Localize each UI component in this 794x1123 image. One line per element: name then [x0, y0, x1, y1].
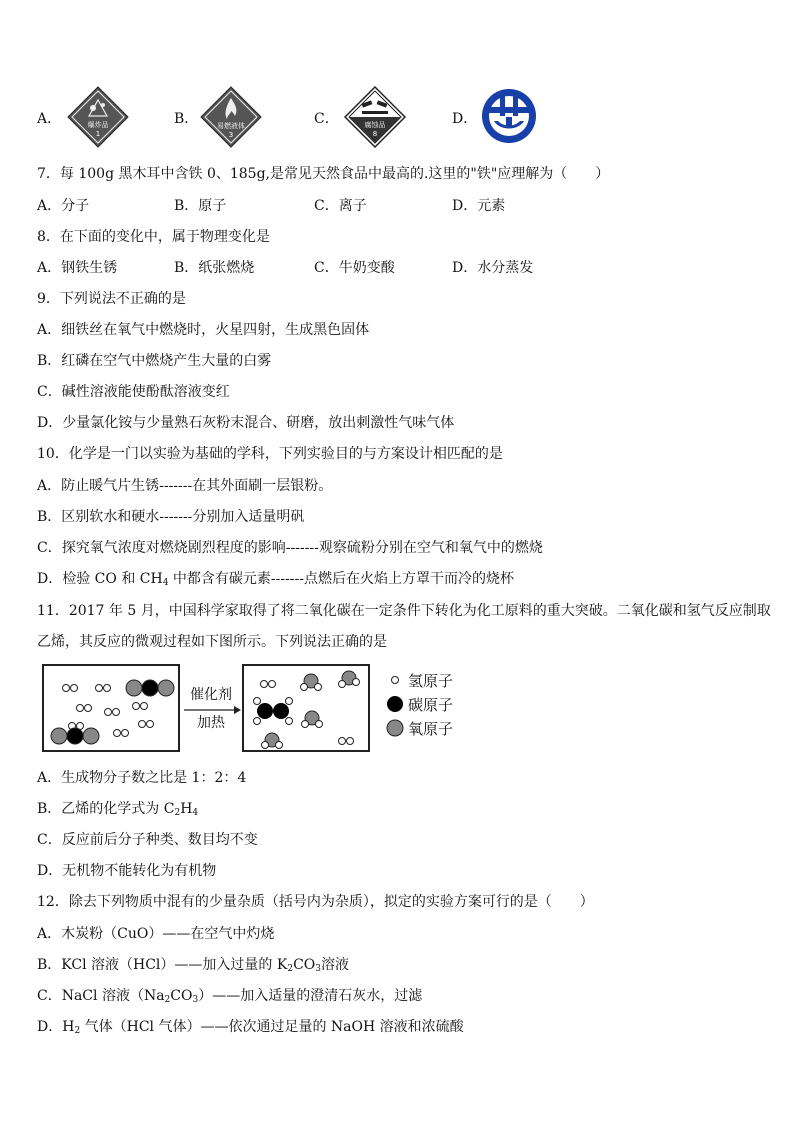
- question-10-option-d[interactable]: D．检验 CO 和 $CH_4$ 中都含有碳元素-------点燃后在火焰上方罩干而冷的烧杯: [37, 571, 514, 588]
- question-11-option-d[interactable]: D．无机物不能转化为有机物: [37, 863, 217, 879]
- legend-oxygen-icon: [386, 719, 404, 737]
- sign-number: 1: [95, 130, 101, 138]
- option-a[interactable]: A．钢铁生锈: [37, 260, 118, 276]
- question-11-stem-line2: 乙烯，其反应的微观过程如下图所示。下列说法正确的是: [37, 634, 387, 650]
- legend-oxygen: 氧原子: [408, 720, 454, 738]
- arrow-label-bottom: 加热: [197, 715, 225, 731]
- sign-label: 易燃液体: [217, 122, 245, 130]
- option-letter: C．: [314, 111, 339, 127]
- question-7-stem: 7．每 100g 黑木耳中含铁 0、185g,是常见天然食品中最高的.这里的"铁"应理解为（ ）: [37, 166, 610, 182]
- option-letter: D．: [452, 111, 478, 127]
- option-d[interactable]: D．元素: [452, 198, 506, 214]
- legend-carbon: 碳原子: [408, 696, 454, 714]
- option-c[interactable]: C．牛奶变酸: [314, 260, 395, 276]
- reaction-diagram: [40, 662, 470, 754]
- option-letter: B．: [174, 111, 199, 127]
- question-10-option-c[interactable]: C．探究氧气浓度对燃烧剧烈程度的影响-------观察硫粉分别在空气和氧气中的燃烧: [37, 540, 543, 556]
- legend-hydrogen: 氢原子: [408, 672, 454, 690]
- question-11-option-b[interactable]: B．乙烯的化学式为 $C_2H_4$: [37, 801, 199, 818]
- question-10-option-b[interactable]: B．区别软水和硬水-------分别加入适量明矾: [37, 509, 305, 525]
- sign-label: 爆炸品: [87, 121, 109, 129]
- question-11-option-a[interactable]: A．生成物分子数之比是 1：2：4: [37, 770, 247, 786]
- question-12-stem: 12．除去下列物质中混有的少量杂质（括号内为杂质），拟定的实验方案可行的是（ ）: [37, 894, 594, 910]
- reactants-box: [42, 664, 180, 752]
- question-12-option-a[interactable]: A．木炭粉（CuO）——在空气中灼烧: [37, 926, 275, 942]
- products-box: [242, 664, 370, 752]
- option-d[interactable]: D．水分蒸发: [452, 260, 534, 276]
- question-9-option-b[interactable]: B．红磷在空气中燃烧产生大量的白雾: [37, 353, 272, 369]
- option-a[interactable]: A．分子: [37, 198, 90, 214]
- question-9-stem: 9．下列说法不正确的是: [37, 291, 186, 307]
- flammable-liquid-icon: [200, 86, 262, 148]
- question-10-stem: 10．化学是一门以实验为基础的学科，下列实验目的与方案设计相匹配的是: [37, 446, 503, 462]
- question-12-option-b[interactable]: B．KCl 溶液（HCl）——加入过量的 $K_2CO_3$溶液: [37, 957, 349, 974]
- sign-label: 腐蚀品: [364, 121, 386, 129]
- legend-hydrogen-icon: [389, 674, 401, 686]
- option-b[interactable]: B．原子: [174, 198, 227, 214]
- question-11-stem-line1: 11．2017 年 5 月，中国科学家取得了将二氧化碳在一定条件下转化为化工原料的重大突破。二氧化碳和氢气反应制取: [37, 603, 771, 619]
- option-b[interactable]: B．纸张燃烧: [174, 260, 255, 276]
- question-8-stem: 8．在下面的变化中，属于物理变化是: [37, 229, 270, 245]
- option-letter: A．: [37, 111, 62, 127]
- option-c[interactable]: C．离子: [314, 198, 367, 214]
- question-9-option-a[interactable]: A．细铁丝在氧气中燃烧时，火星四射，生成黑色固体: [37, 322, 370, 338]
- arrow-label-top: 催化剂: [190, 687, 232, 703]
- question-11-option-c[interactable]: C．反应前后分子种类、数目均不变: [37, 832, 258, 848]
- explosive-hazard-icon: [67, 86, 129, 148]
- question-10-option-a[interactable]: A．防止暖气片生锈-------在其外面刷一层银粉。: [37, 478, 333, 494]
- legend-carbon-icon: [386, 695, 404, 713]
- question-9-option-c[interactable]: C．碱性溶液能使酚酞溶液变红: [37, 384, 230, 400]
- question-12-option-d[interactable]: D．$H_2$ 气体（HCl 气体）——依次通过足量的 NaOH 溶液和浓硫酸: [37, 1019, 464, 1036]
- corrosive-hazard-icon: [344, 86, 406, 148]
- sign-number: 8: [372, 130, 378, 138]
- water-saving-logo-icon: [480, 87, 538, 145]
- question-12-option-c[interactable]: C．NaCl 溶液$(Na_2CO_3)——$加入适量的澄清石灰水，过滤: [37, 988, 423, 1005]
- question-9-option-d[interactable]: D．少量氯化铵与少量熟石灰粉末混合、研磨，放出刺激性气味气体: [37, 415, 455, 431]
- sign-number: 3: [228, 131, 234, 139]
